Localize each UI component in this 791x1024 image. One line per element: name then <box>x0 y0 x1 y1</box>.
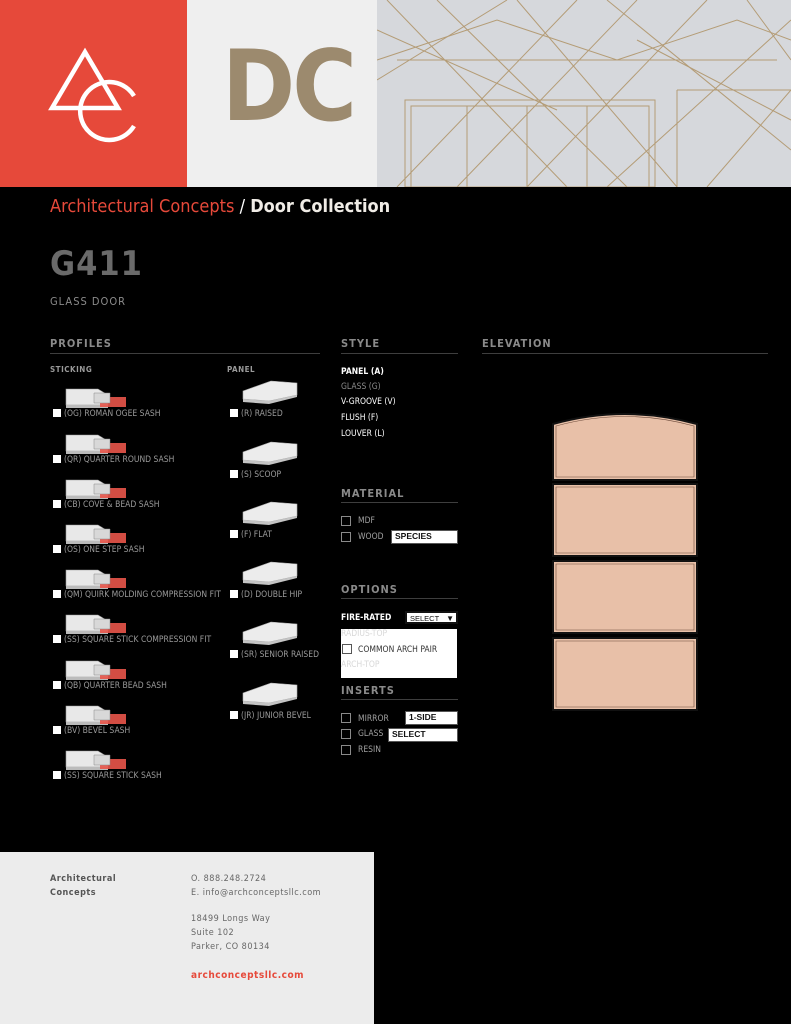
sticking-option-label: (BV) BEVEL SASH <box>64 726 131 736</box>
sticking-option[interactable] <box>53 771 162 781</box>
common-arch-pair-checkbox[interactable] <box>342 644 352 654</box>
mdf-checkbox[interactable] <box>341 516 351 526</box>
species-field[interactable]: SPECIES <box>391 530 458 544</box>
glass-select[interactable]: SELECT <box>388 728 458 742</box>
panel-option-label: (S) SCOOP <box>241 470 282 480</box>
door-elevation-drawing <box>545 402 710 722</box>
sticking-checkbox[interactable] <box>53 500 61 508</box>
panel-checkbox[interactable] <box>230 650 238 658</box>
wood-checkbox[interactable] <box>341 532 351 542</box>
panel-option-label: (R) RAISED <box>241 409 283 419</box>
panel-option-label: (D) DOUBLE HIP <box>241 590 303 600</box>
panel-option-label: (SR) SENIOR RAISED <box>241 650 320 660</box>
footer-website-link[interactable]: archconceptsllc.com <box>191 970 305 981</box>
sticking-option-label: (QB) QUARTER BEAD SASH <box>64 681 167 691</box>
panel-checkbox[interactable] <box>230 409 238 417</box>
breadcrumb <box>50 196 390 217</box>
inserts-divider <box>341 699 458 700</box>
ac-logo-icon <box>0 0 187 187</box>
arch-top-label[interactable]: ARCH-TOP <box>341 660 380 670</box>
fire-rated-label: FIRE-RATED <box>341 613 392 623</box>
panel-heading: PANEL <box>227 365 256 374</box>
inserts-heading: INSERTS <box>341 684 395 697</box>
sticking-option-label: (OG) ROMAN OGEE SASH <box>64 409 161 419</box>
material-heading: MATERIAL <box>341 487 405 500</box>
dropdown-arrow-icon: ▼ <box>446 614 454 623</box>
mirror-checkbox[interactable] <box>341 713 351 723</box>
footer-address-line3: Parker, CO 80134 <box>191 942 270 952</box>
elevation-divider <box>482 353 768 354</box>
sticking-option[interactable] <box>53 681 167 691</box>
sticking-checkbox[interactable] <box>53 455 61 463</box>
material-divider <box>341 502 458 503</box>
truss-art-icon <box>377 0 791 187</box>
elevation-panel <box>553 561 697 633</box>
sticking-option[interactable] <box>53 635 211 645</box>
panel-checkbox[interactable] <box>230 470 238 478</box>
sticking-option[interactable] <box>53 455 174 465</box>
sticking-option-label: (QM) QUIRK MOLDING COMPRESSION FIT <box>64 590 221 600</box>
sticking-checkbox[interactable] <box>53 681 61 689</box>
sticking-option[interactable] <box>53 545 145 555</box>
resin-label: RESIN <box>358 745 381 755</box>
style-glass[interactable]: GLASS (G) <box>341 382 381 392</box>
elevation-heading: ELEVATION <box>482 337 552 350</box>
sticking-checkbox[interactable] <box>53 545 61 553</box>
profiles-divider <box>50 353 320 354</box>
sticking-heading: STICKING <box>50 365 93 374</box>
sticking-option-label: (CB) COVE & BEAD SASH <box>64 500 160 510</box>
radius-top-label[interactable]: RADIUS-TOP <box>341 629 388 639</box>
brand-name: Architectural Concepts <box>50 196 235 217</box>
dc-badge: DC <box>222 30 354 144</box>
glass-label: GLASS <box>358 729 384 739</box>
sticking-option[interactable] <box>53 409 161 419</box>
panel-option[interactable] <box>230 409 283 419</box>
sticking-option[interactable] <box>53 500 160 510</box>
profiles-heading: PROFILES <box>50 337 112 350</box>
header-line-art <box>377 0 791 187</box>
panel-option[interactable] <box>230 650 319 660</box>
model-number: G411 <box>50 244 143 284</box>
footer-address-line2: Suite 102 <box>191 928 235 938</box>
footer-phone: O. 888.248.2724 <box>191 874 267 884</box>
footer-address-line1: 18499 Longs Way <box>191 914 271 924</box>
sticking-option-label: (SS) SQUARE STICK COMPRESSION FIT <box>64 635 212 645</box>
elevation-panel <box>553 414 697 480</box>
mirror-label: MIRROR <box>358 714 389 724</box>
footer-company-line2: Concepts <box>50 888 97 898</box>
sticking-option-label: (SS) SQUARE STICK SASH <box>64 771 162 781</box>
footer-email[interactable]: E. info@archconceptsllc.com <box>191 888 322 898</box>
logo-block <box>0 0 187 187</box>
style-divider <box>341 353 458 354</box>
sticking-checkbox[interactable] <box>53 590 61 598</box>
sticking-option-label: (OS) ONE STEP SASH <box>64 545 145 555</box>
sticking-option[interactable] <box>53 726 130 736</box>
panel-checkbox[interactable] <box>230 590 238 598</box>
common-arch-pair-label: COMMON ARCH PAIR <box>358 645 438 655</box>
options-divider <box>341 598 458 599</box>
panel-option[interactable] <box>230 711 311 721</box>
elevation-panel <box>553 638 697 710</box>
collection-name: Door Collection <box>250 196 391 217</box>
sticking-checkbox[interactable] <box>53 726 61 734</box>
mirror-field[interactable]: 1-SIDE <box>405 711 458 725</box>
style-flush[interactable]: FLUSH (F) <box>341 413 379 423</box>
sticking-checkbox[interactable] <box>53 771 61 779</box>
sticking-option-label: (QR) QUARTER ROUND SASH <box>64 455 175 465</box>
sticking-checkbox[interactable] <box>53 635 61 643</box>
footer <box>0 852 374 1024</box>
sticking-option[interactable] <box>53 590 221 600</box>
door-type: GLASS DOOR <box>50 295 126 308</box>
panel-option-label: (F) FLAT <box>241 530 272 540</box>
panel-profile-image <box>241 438 299 470</box>
footer-company-line1: Architectural <box>50 874 117 884</box>
panel-profile-image <box>241 558 299 590</box>
mdf-label: MDF <box>358 516 375 526</box>
panel-checkbox[interactable] <box>230 530 238 538</box>
door-elevation <box>545 402 710 726</box>
panel-profile-image <box>241 498 299 530</box>
style-louver[interactable]: LOUVER (L) <box>341 429 385 439</box>
breadcrumb-separator: / <box>234 196 251 217</box>
resin-checkbox[interactable] <box>341 745 351 755</box>
panel-option[interactable] <box>230 470 281 480</box>
panel-checkbox[interactable] <box>230 711 238 719</box>
wood-label: WOOD <box>358 532 384 542</box>
panel-option[interactable] <box>230 530 272 540</box>
fire-rated-select-value: SELECT <box>410 614 440 623</box>
style-panel[interactable]: PANEL (A) <box>341 367 384 377</box>
style-v-groove[interactable]: V-GROOVE (V) <box>341 397 396 407</box>
style-heading: STYLE <box>341 337 381 350</box>
glass-checkbox[interactable] <box>341 729 351 739</box>
sticking-checkbox[interactable] <box>53 409 61 417</box>
elevation-panel <box>553 484 697 556</box>
options-heading: OPTIONS <box>341 583 398 596</box>
panel-profile-image <box>241 679 299 711</box>
fire-rated-select[interactable] <box>405 611 458 624</box>
panel-profile-image <box>241 618 299 650</box>
panel-option[interactable] <box>230 590 302 600</box>
panel-profile-image <box>241 377 299 409</box>
panel-option-label: (JR) JUNIOR BEVEL <box>241 711 311 721</box>
